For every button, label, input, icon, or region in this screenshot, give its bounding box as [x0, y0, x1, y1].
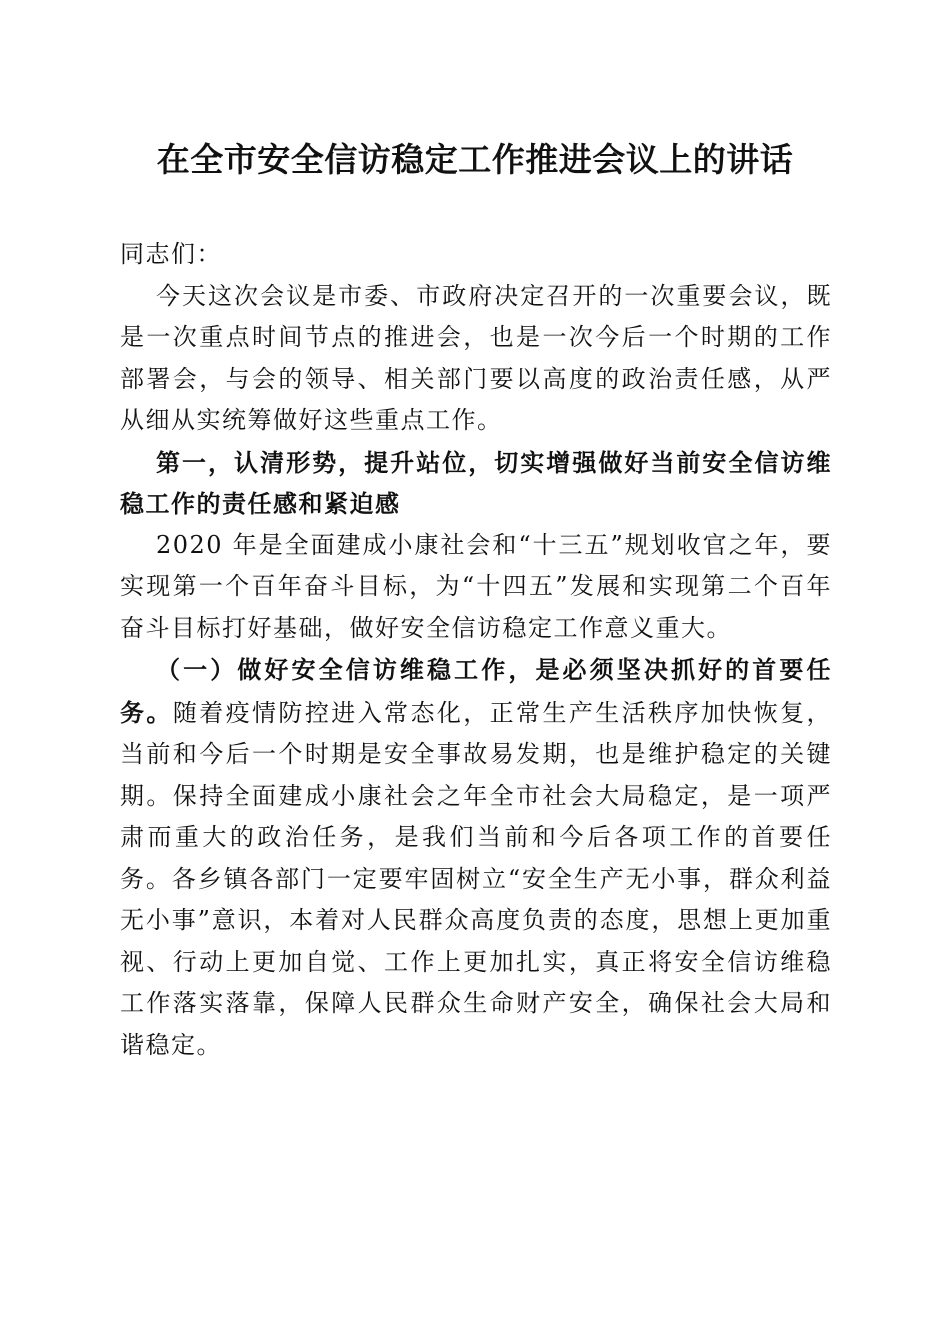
subsection-1-paragraph [120, 649, 832, 1066]
intro-paragraph: 今天这次会议是市委、市政府决定召开的一次重要会议，既是一次重点时间节点的推进会，也是一次今后一个时期的工作部署会，与会的领导、相关部门要以高度的政治责任感，从严从细从实统筹做好这些重点工作。 [120, 281, 832, 434]
subsection-1-heading: （一）做好安全信访维稳工作，是必须坚决抓好的首要任务。 [120, 655, 832, 727]
salutation: 同志们： [120, 240, 222, 268]
section-1-heading: 第一，认清形势，提升站位，切实增强做好当前安全信访维稳工作的责任感和紧迫感 [120, 447, 832, 518]
section-1-paragraph: 2020 年是全面建成小康社会和“十三五”规划收官之年，要实现第一个百年奋斗目标，为“十四五”发展和实现第二个百年奋斗目标打好基础，做好安全信访稳定工作意义重大。 [120, 530, 832, 642]
document-body [120, 234, 832, 1066]
document-title: 在全市安全信访稳定工作推进会议上的讲话 [156, 140, 794, 179]
subsection-1-body: 随着疫情防控进入常态化，正常生产生活秩序加快恢复，当前和今后一个时期是安全事故易发期，也是维护稳定的关键期。保持全面建成小康社会之年全市社会大局稳定，是一项严肃而重大的政治任务，是我们当前和今后各项工作的首要任务。各乡镇各部门一定要牢固树立“安全生产无小事，群众利益无小事”意识，本着对人民群众高度负责的态度，思想上更加重视、行动上更加自觉、工作上更加扎实，真正将安全信访维稳工作落实落靠，保障人民群众生命财产安全，确保社会大局和谐稳定。 [120, 698, 833, 1059]
